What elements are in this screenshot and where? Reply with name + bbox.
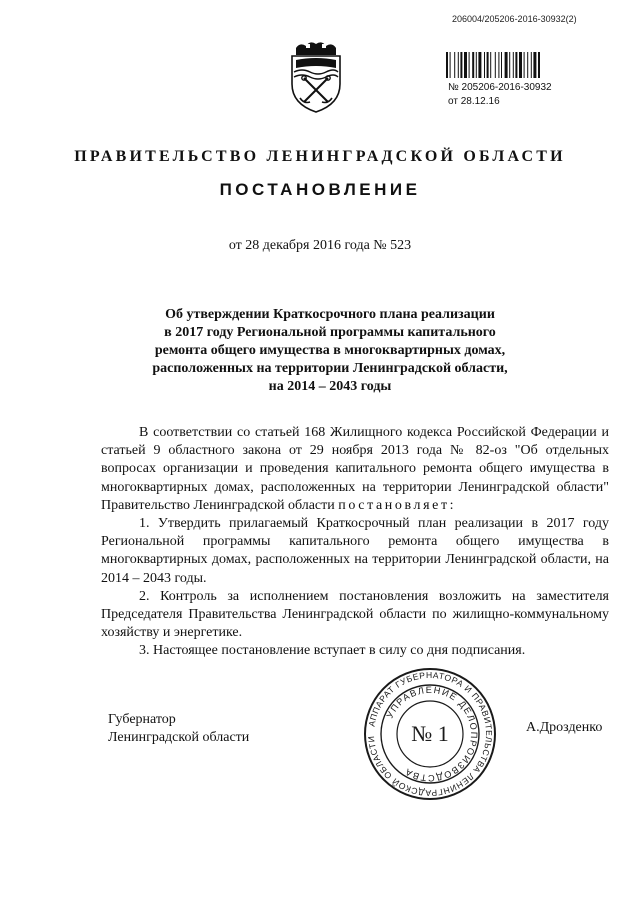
subject-line: на 2014 – 2043 годы	[268, 379, 392, 394]
document-id: 206004/205206-2016-30932(2)	[452, 14, 577, 24]
resolves-word: постановляет:	[338, 497, 457, 513]
decree-subject	[120, 306, 540, 396]
signer-title-line: Ленинградской области	[108, 730, 250, 745]
barcode	[446, 52, 594, 78]
item-1: 1. Утвердить прилагаемый Краткосрочный план реализации в 2017 году Региональной программы капитального ремонта общего имущества в многоквартирных домах, расположенных на территории Ленинградской области, на 2014 – 2043 годы.	[101, 516, 609, 586]
government-title: ПРАВИТЕЛЬСТВО ЛЕНИНГРАДСКОЙ ОБЛАСТИ	[74, 148, 566, 165]
signer-name: А.Дрозденко	[526, 720, 603, 735]
coat-of-arms-emblem	[286, 38, 346, 114]
stamp-inner-text: УПРАВЛЕНИЕ ДЕЛОПРОИЗВОДСТВА	[384, 684, 480, 784]
item-2: 2. Контроль за исполнением постановления возложить на заместителя Председателя Правительства Ленинградской области по жилищно-коммунальному хозяйству и энергетике.	[101, 588, 609, 641]
subject-line: расположенных на территории Ленинградской области,	[152, 361, 508, 376]
stamp-number: № 1	[411, 721, 449, 746]
subject-line: в 2017 году Региональной программы капитального	[164, 325, 496, 340]
decree-date-number: от 28 декабря 2016 года № 523	[228, 238, 412, 253]
subject-line: ремонта общего имущества в многоквартирных домах,	[154, 343, 506, 358]
signer-title-line: Губернатор	[108, 712, 176, 727]
subject-line: Об утверждении Краткосрочного плана реализации	[165, 307, 495, 322]
registration-number: № 205206-2016-30932	[448, 82, 552, 93]
stamp-outer-text: АППАРАТ ГУБЕРНАТОРА И ПРАВИТЕЛЬСТВА ЛЕНИНГРАДСКОЙ ОБЛАСТИ	[365, 669, 495, 799]
preamble-text: В соответствии со статьей 168 Жилищного кодекса Российской Федерации и статьей 9 областного закона от 29 ноября 2013 года № 82-оз "Об отдельных вопросах организации и проведения капитального ремонта общего имущества в многоквартирных домах, расположенных на территории Ленинградской области" Правительство Ленинградской области	[101, 425, 609, 513]
registration-date: от 28.12.16	[448, 96, 500, 107]
document-type-title: ПОСТАНОВЛЕНИЕ	[219, 180, 421, 199]
official-stamp	[362, 666, 498, 802]
item-3: 3. Настоящее постановление вступает в силу со дня подписания.	[139, 643, 526, 659]
preamble-paragraph	[101, 424, 609, 515]
signer-position	[108, 711, 249, 747]
decree-body	[101, 424, 609, 661]
